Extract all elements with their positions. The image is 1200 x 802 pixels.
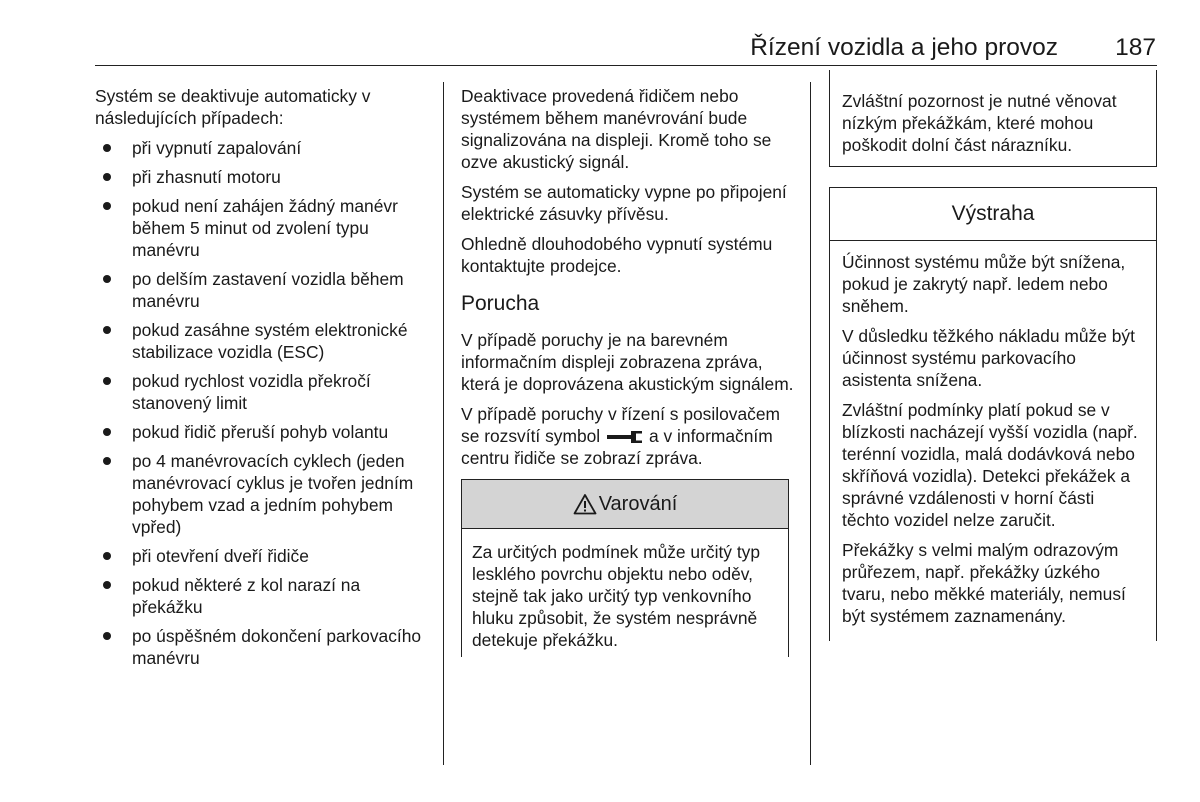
paragraph: Účinnost systému může být snížena, pokud je zakrytý např. ledem nebo sněhem. [842, 252, 1126, 316]
paragraph: V případě poruchy v řízení s posilovačem se rozsvítí symbol a v informačním centru řidiče se zobrazí zpráva. [461, 404, 780, 468]
paragraph: Deaktivace provedená řidičem nebo systémem během manévrování bude signalizována na displeji. Kromě toho se ozve akustický signál. [461, 86, 772, 172]
bullet-icon [103, 326, 111, 334]
list-item: po 4 manévrovacích cyklech (jeden manévrovací cyklus je tvořen jedním pohybem vzad a jedním pohybem vpřed) [95, 450, 435, 538]
page-number: 187 [1115, 34, 1156, 61]
paragraph: V důsledku těžkého nákladu může být účinnost systému parkovacího asistenta snížena. [842, 326, 1135, 390]
column-divider-right [810, 82, 811, 765]
bullet-icon [103, 173, 111, 181]
column-3 [829, 70, 1157, 641]
list-item: pokud řidič přeruší pohyb volantu [95, 421, 435, 443]
bullet-icon [103, 428, 111, 436]
bullet-icon [103, 377, 111, 385]
paragraph: V případě poruchy je na barevném informačním displeji zobrazena zpráva, která je doprovázena akustickým signálem. [461, 330, 794, 394]
list-item: při otevření dveří řidiče [95, 545, 435, 567]
bullet-icon [103, 581, 111, 589]
list-item: po delším zastavení vozidla během manévru [95, 268, 435, 312]
caution-header: Výstraha [830, 188, 1156, 241]
paragraph: Ohledně dlouhodobého vypnutí systému kontaktujte prodejce. [461, 234, 773, 276]
column-1 [95, 85, 435, 676]
warning-title: Varování [598, 493, 678, 515]
bullet-icon [103, 457, 111, 465]
list-item: pokud rychlost vozidla překročí stanovený limit [95, 370, 435, 414]
column-2 [461, 85, 796, 657]
warning-triangle-icon [573, 493, 597, 515]
bullet-icon [103, 632, 111, 640]
list-item: pokud zasáhne systém elektronické stabilizace vozidla (ESC) [95, 319, 435, 363]
intro-text: Systém se deaktivuje automaticky v následujících případech: [95, 86, 371, 128]
list-item: pokud není zahájen žádný manévr během 5 minut od zvolení typu manévru [95, 195, 435, 261]
chapter-title: Řízení vozidla a jeho provoz [750, 34, 1058, 61]
list-item: po úspěšném dokončení parkovacího manévru [95, 625, 435, 669]
caution-body [830, 241, 1156, 641]
bullet-icon [103, 202, 111, 210]
paragraph: Překážky s velmi malým odrazovým průřezem, např. překážky úzkého tvaru, nebo měkké materiály, nemusí být systémem zaznamenány. [842, 540, 1126, 626]
wrench-icon [605, 430, 643, 444]
warning-header [462, 480, 788, 529]
paragraph: Systém se automaticky vypne po připojení elektrické zásuvky přívěsu. [461, 182, 787, 224]
warning-body: Za určitých podmínek může určitý typ lesklého povrchu objektu nebo oděv, stejně tak jako určitý typ venkovního hluku způsobit, že systém nesprávně detekuje překážku. [472, 542, 761, 650]
column-divider-left [443, 82, 444, 765]
caution-box [829, 187, 1157, 641]
bullet-icon [103, 275, 111, 283]
note-box: Zvláštní pozornost je nutné věnovat nízkým překážkám, které mohou poškodit dolní část nárazníku. [829, 70, 1157, 167]
paragraph: Zvláštní podmínky platí pokud se v blízkosti nacházejí vyšší vozidla (např. terénní vozidla, malá dodávková nebo skříňová vozidla). Detekci překážek a správné vzdálenosti v horní části těchto vozidel nelze zaručit. [842, 400, 1138, 530]
list-item: pokud některé z kol narazí na překážku [95, 574, 435, 618]
list-item: při zhasnutí motoru [95, 166, 435, 188]
bullet-icon [103, 552, 111, 560]
bullet-icon [103, 144, 111, 152]
warning-box [461, 479, 789, 657]
section-heading: Porucha [461, 292, 540, 315]
deactivation-list [95, 137, 435, 669]
header-rule [95, 65, 1157, 66]
list-item: při vypnutí zapalování [95, 137, 435, 159]
